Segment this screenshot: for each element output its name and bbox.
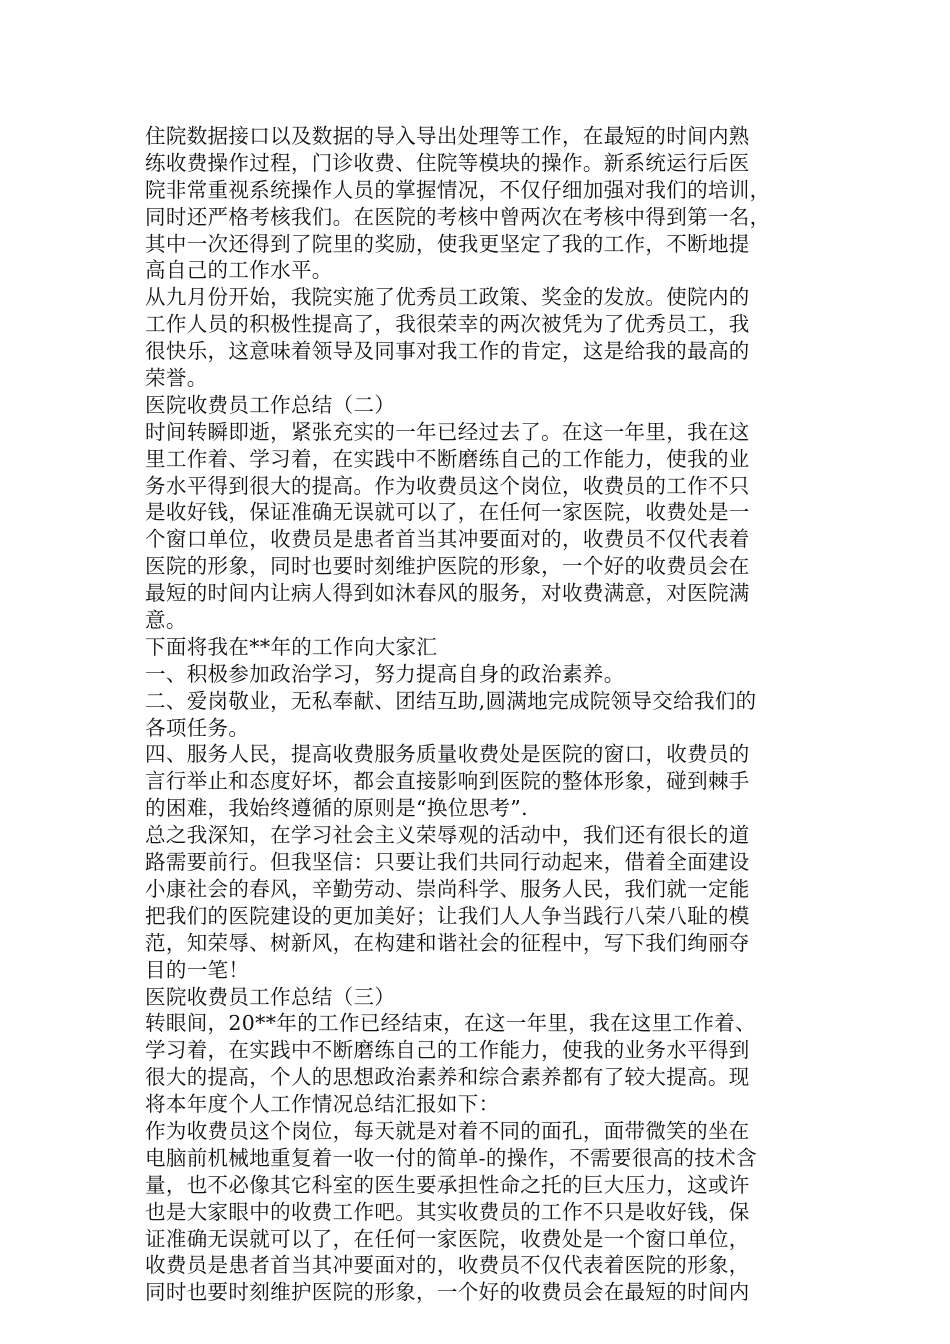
text-line: 转眼间，20**年的工作已经结束，在这一年里，我在这里工作着、 (145, 1011, 756, 1036)
document-page (145, 123, 813, 1306)
text-line: 四、服务人民，提高收费服务质量收费处是医院的窗口，收费员的 (145, 742, 750, 767)
text-line: 也是大家眼中的收费工作吧。其实收费员的工作不只是收好钱，保 (145, 1199, 750, 1224)
text-line: 证准确无误就可以了，在任何一家医院，收费处是一个窗口单位， (145, 1226, 750, 1251)
text-line: 各项任务。 (145, 715, 250, 740)
section-heading: 医院收费员工作总结（二） (145, 392, 396, 417)
text-line: 时间转瞬即逝，紧张充实的一年已经过去了。在这一年里，我在这 (145, 419, 750, 444)
text-line: 作为收费员这个岗位，每天就是对着不同的面孔，面带微笑的坐在 (145, 1118, 750, 1143)
text-line: 最短的时间内让病人得到如沐春风的服务，对收费满意，对医院满 (145, 581, 750, 606)
text-line: 一、积极参加政治学习，努力提高自身的政治素养。 (145, 661, 625, 686)
text-line: 路需要前行。但我坚信：只要让我们共同行动起来，借着全面建设 (145, 850, 750, 875)
text-line: 的困难，我始终遵循的原则是“换位思考”. (145, 796, 528, 821)
text-line: 医院的形象，同时也要时刻维护医院的形象，一个好的收费员会在 (145, 554, 750, 579)
text-line: 里工作着、学习着，在实践中不断磨练自己的工作能力，使我的业 (145, 446, 750, 471)
text-line: 其中一次还得到了院里的奖励，使我更坚定了我的工作，不断地提 (145, 231, 750, 256)
text-line: 总之我深知，在学习社会主义荣辱观的活动中，我们还有很长的道 (145, 823, 750, 848)
text-line: 收费员是患者首当其冲要面对的，收费员不仅代表着医院的形象， (145, 1253, 750, 1278)
text-line: 小康社会的春风，辛勤劳动、崇尚科学、服务人民，我们就一定能 (145, 876, 750, 901)
text-line: 意。 (145, 608, 187, 633)
section-heading: 医院收费员工作总结（三） (145, 984, 396, 1009)
text-line: 同时也要时刻维护医院的形象，一个好的收费员会在最短的时间内 (145, 1280, 750, 1305)
text-line: 言行举止和态度好坏，都会直接影响到医院的整体形象，碰到棘手 (145, 769, 750, 794)
text-line: 很快乐，这意味着领导及同事对我工作的肯定，这是给我的最高的 (145, 339, 750, 364)
text-line: 二、爱岗敬业，无私奉献、团结互助,圆满地完成院领导交给我们的 (145, 688, 757, 713)
text-line: 工作人员的积极性提高了，我很荣幸的两次被凭为了优秀员工，我 (145, 312, 750, 337)
text-line: 学习着，在实践中不断磨练自己的工作能力，使我的业务水平得到 (145, 1038, 750, 1063)
text-line: 高自己的工作水平。 (145, 258, 333, 283)
text-line: 将本年度个人工作情况总结汇报如下： (145, 1092, 500, 1117)
text-line: 把我们的医院建设的更加美好；让我们人人争当践行八荣八耻的模 (145, 903, 750, 928)
text-line: 目的一笔！ (145, 957, 250, 982)
text-line: 同时还严格考核我们。在医院的考核中曾两次在考核中得到第一名， (145, 204, 771, 229)
text-line: 住院数据接口以及数据的导入导出处理等工作，在最短的时间内熟 (145, 124, 750, 148)
text-line: 个窗口单位，收费员是患者首当其冲要面对的，收费员不仅代表着 (145, 527, 750, 552)
text-line: 下面将我在**年的工作向大家汇 (145, 634, 438, 659)
text-line: 是收好钱，保证准确无误就可以了，在任何一家医院，收费处是一 (145, 500, 750, 525)
text-line: 从九月份开始，我院实施了优秀员工政策、奖金的发放。使院内的 (145, 285, 750, 310)
text-line: 荣誉。 (145, 366, 208, 391)
text-line: 范，知荣辱、树新风，在构建和谐社会的征程中，写下我们绚丽夺 (145, 930, 750, 955)
text-line: 很大的提高，个人的思想政治素养和综合素养都有了较大提高。现 (145, 1065, 750, 1090)
text-line: 院非常重视系统操作人员的掌握情况，不仅仔细加强对我们的培训， (145, 177, 771, 202)
text-line: 量，也不必像其它科室的医生要承担性命之托的巨大压力，这或许 (145, 1172, 750, 1197)
text-line: 电脑前机械地重复着一收一付的简单-的操作，不需要很高的技术含 (145, 1145, 757, 1170)
text-line: 务水平得到很大的提高。作为收费员这个岗位，收费员的工作不只 (145, 473, 750, 498)
text-line: 练收费操作过程，门诊收费、住院等模块的操作。新系统运行后医 (145, 150, 750, 175)
